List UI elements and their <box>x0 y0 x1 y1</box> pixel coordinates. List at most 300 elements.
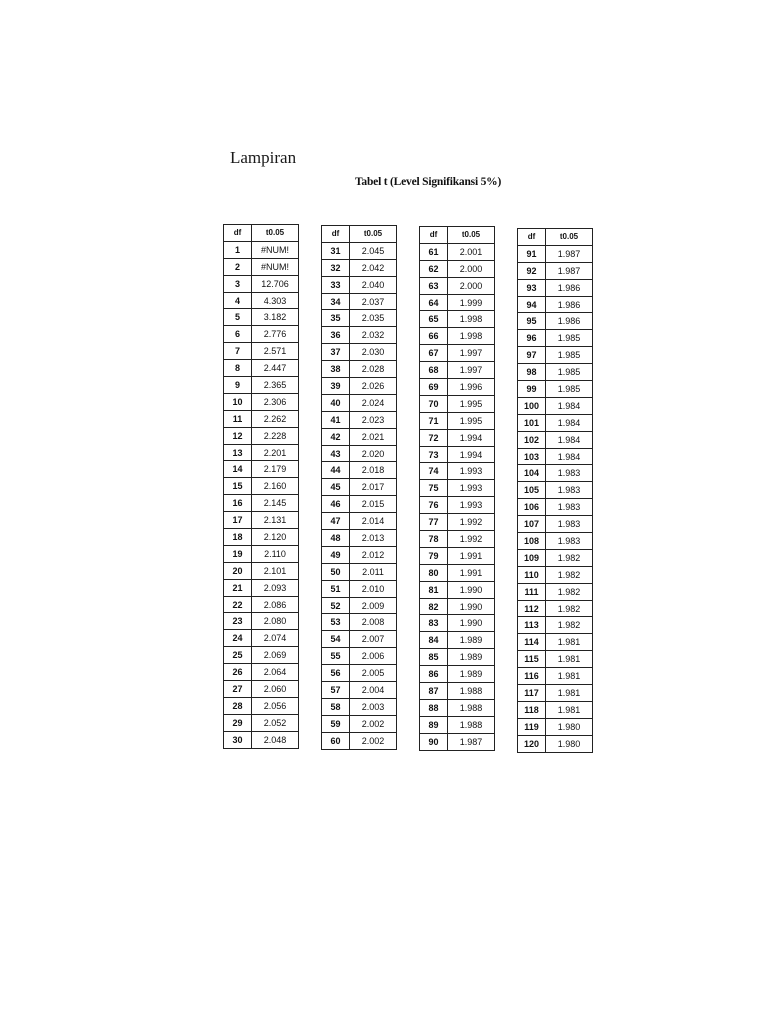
table-row <box>322 462 397 479</box>
t-value-cell: 2.262 <box>252 410 299 427</box>
df-cell: 100 <box>518 397 546 414</box>
t-value-cell: 2.032 <box>350 327 397 344</box>
t-value-cell: 1.981 <box>546 651 593 668</box>
table-row <box>224 309 299 326</box>
page-heading: Lampiran <box>230 148 297 167</box>
t-value-cell: 2.026 <box>350 378 397 395</box>
t-value-cell: 1.982 <box>546 600 593 617</box>
table-row <box>322 242 397 259</box>
df-cell: 46 <box>322 496 350 513</box>
t-value-cell: 1.983 <box>546 516 593 533</box>
df-cell: 73 <box>420 446 448 463</box>
table-row <box>224 326 299 343</box>
table-row <box>224 647 299 664</box>
df-cell: 39 <box>322 378 350 395</box>
table-row <box>420 497 495 514</box>
t-value-cell: 2.000 <box>448 277 495 294</box>
df-cell: 88 <box>420 699 448 716</box>
header-df: df <box>322 226 350 243</box>
t-value-cell: 2.009 <box>350 597 397 614</box>
t-value-cell: 2.018 <box>350 462 397 479</box>
table-row <box>518 735 593 752</box>
t-value-cell: 2.060 <box>252 681 299 698</box>
t-value-cell: 1.984 <box>546 397 593 414</box>
table-row <box>322 563 397 580</box>
table-row <box>322 631 397 648</box>
table-row <box>518 448 593 465</box>
table-row <box>518 685 593 702</box>
table-row <box>224 562 299 579</box>
df-cell: 56 <box>322 665 350 682</box>
table-row <box>224 512 299 529</box>
t-value-cell: #NUM! <box>252 258 299 275</box>
df-cell: 76 <box>420 497 448 514</box>
df-cell: 16 <box>224 495 252 512</box>
df-cell: 14 <box>224 461 252 478</box>
table-row <box>420 446 495 463</box>
df-cell: 53 <box>322 614 350 631</box>
table-row <box>420 514 495 531</box>
df-cell: 63 <box>420 277 448 294</box>
table-row <box>322 378 397 395</box>
t-value-cell: 2.040 <box>350 276 397 293</box>
t-value-cell: 1.985 <box>546 347 593 364</box>
df-cell: 115 <box>518 651 546 668</box>
header-df: df <box>224 225 252 242</box>
t-value-cell: 2.160 <box>252 478 299 495</box>
t-value-cell: 1.995 <box>448 395 495 412</box>
t-value-cell: 2.005 <box>350 665 397 682</box>
df-cell: 96 <box>518 330 546 347</box>
df-cell: 114 <box>518 634 546 651</box>
t-value-cell: 1.980 <box>546 735 593 752</box>
table-row <box>224 545 299 562</box>
t-value-cell: 2.052 <box>252 714 299 731</box>
t-value-cell: 1.986 <box>546 279 593 296</box>
table-row <box>518 668 593 685</box>
table-row <box>224 427 299 444</box>
t-value-cell: 1.980 <box>546 718 593 735</box>
t-value-cell: 1.989 <box>448 666 495 683</box>
table-row <box>518 617 593 634</box>
table-row <box>518 516 593 533</box>
df-cell: 50 <box>322 563 350 580</box>
t-value-cell: #NUM! <box>252 241 299 258</box>
table-row <box>518 718 593 735</box>
df-cell: 95 <box>518 313 546 330</box>
table-row <box>518 431 593 448</box>
t-value-cell: 1.981 <box>546 668 593 685</box>
table-header-row <box>224 225 299 242</box>
t-value-cell: 1.984 <box>546 414 593 431</box>
table-row <box>420 598 495 615</box>
df-cell: 42 <box>322 428 350 445</box>
t-value-cell: 12.706 <box>252 275 299 292</box>
table-row <box>224 731 299 748</box>
df-cell: 110 <box>518 566 546 583</box>
t-value-cell: 2.013 <box>350 530 397 547</box>
df-cell: 51 <box>322 580 350 597</box>
table-row <box>322 394 397 411</box>
df-cell: 119 <box>518 718 546 735</box>
t-value-cell: 1.988 <box>448 683 495 700</box>
df-cell: 34 <box>322 293 350 310</box>
df-cell: 9 <box>224 377 252 394</box>
t-table-column-1 <box>223 224 299 749</box>
table-row <box>322 293 397 310</box>
df-cell: 108 <box>518 533 546 550</box>
t-value-cell: 2.002 <box>350 732 397 749</box>
t-value-cell: 1.983 <box>546 499 593 516</box>
table-row <box>322 327 397 344</box>
t-value-cell: 1.992 <box>448 514 495 531</box>
table-row <box>518 465 593 482</box>
df-cell: 27 <box>224 681 252 698</box>
table-row <box>322 259 397 276</box>
df-cell: 25 <box>224 647 252 664</box>
df-cell: 70 <box>420 395 448 412</box>
table-row <box>518 533 593 550</box>
t-value-cell: 2.069 <box>252 647 299 664</box>
table-row <box>322 648 397 665</box>
table-row <box>518 262 593 279</box>
df-cell: 86 <box>420 666 448 683</box>
table-row <box>224 681 299 698</box>
df-cell: 89 <box>420 716 448 733</box>
df-cell: 109 <box>518 549 546 566</box>
table-row <box>224 360 299 377</box>
t-value-cell: 1.985 <box>546 381 593 398</box>
df-cell: 48 <box>322 530 350 547</box>
t-value-cell: 1.998 <box>448 328 495 345</box>
table-row <box>322 310 397 327</box>
df-cell: 117 <box>518 685 546 702</box>
table-row <box>322 276 397 293</box>
t-value-cell: 1.995 <box>448 412 495 429</box>
table-row <box>420 649 495 666</box>
t-table-column-3 <box>419 226 495 751</box>
table-row <box>420 547 495 564</box>
table-row <box>224 275 299 292</box>
table-row <box>322 428 397 445</box>
t-value-cell: 1.983 <box>546 533 593 550</box>
t-value-cell: 2.571 <box>252 343 299 360</box>
t-value-cell: 1.994 <box>448 446 495 463</box>
df-cell: 3 <box>224 275 252 292</box>
df-cell: 120 <box>518 735 546 752</box>
df-cell: 101 <box>518 414 546 431</box>
table-row <box>322 715 397 732</box>
t-value-cell: 4.303 <box>252 292 299 309</box>
table-row <box>322 445 397 462</box>
df-cell: 32 <box>322 259 350 276</box>
t-value-cell: 2.776 <box>252 326 299 343</box>
t-value-cell: 2.010 <box>350 580 397 597</box>
df-cell: 118 <box>518 701 546 718</box>
df-cell: 69 <box>420 379 448 396</box>
t-value-cell: 1.987 <box>546 245 593 262</box>
df-cell: 22 <box>224 596 252 613</box>
df-cell: 57 <box>322 682 350 699</box>
table-row <box>420 277 495 294</box>
t-value-cell: 1.989 <box>448 649 495 666</box>
t-value-cell: 1.986 <box>546 313 593 330</box>
df-cell: 5 <box>224 309 252 326</box>
table-row <box>224 478 299 495</box>
t-value-cell: 1.999 <box>448 294 495 311</box>
table-row <box>322 580 397 597</box>
table-row <box>518 330 593 347</box>
table-row <box>224 529 299 546</box>
t-value-cell: 1.991 <box>448 547 495 564</box>
table-row <box>322 614 397 631</box>
df-cell: 83 <box>420 615 448 632</box>
table-row <box>518 566 593 583</box>
t-value-cell: 2.080 <box>252 613 299 630</box>
table-row <box>420 328 495 345</box>
table-row <box>420 311 495 328</box>
table-row <box>224 664 299 681</box>
df-cell: 20 <box>224 562 252 579</box>
df-cell: 72 <box>420 429 448 446</box>
df-cell: 26 <box>224 664 252 681</box>
t-value-cell: 1.990 <box>448 581 495 598</box>
t-value-cell: 1.981 <box>546 701 593 718</box>
t-value-cell: 2.110 <box>252 545 299 562</box>
t-value-cell: 2.048 <box>252 731 299 748</box>
df-cell: 24 <box>224 630 252 647</box>
t-value-cell: 1.987 <box>546 262 593 279</box>
t-value-cell: 1.983 <box>546 465 593 482</box>
table-row <box>224 393 299 410</box>
t-table-column-4 <box>517 228 593 753</box>
df-cell: 23 <box>224 613 252 630</box>
table-row <box>224 714 299 731</box>
table-row <box>224 410 299 427</box>
t-value-cell: 2.006 <box>350 648 397 665</box>
df-cell: 87 <box>420 683 448 700</box>
df-cell: 13 <box>224 444 252 461</box>
df-cell: 1 <box>224 241 252 258</box>
df-cell: 52 <box>322 597 350 614</box>
table-row <box>420 294 495 311</box>
t-value-cell: 2.014 <box>350 513 397 530</box>
df-cell: 61 <box>420 243 448 260</box>
t-value-cell: 1.984 <box>546 431 593 448</box>
table-row <box>322 530 397 547</box>
table-row <box>224 343 299 360</box>
df-cell: 47 <box>322 513 350 530</box>
table-row <box>420 260 495 277</box>
df-cell: 43 <box>322 445 350 462</box>
table-row <box>224 461 299 478</box>
t-value-cell: 2.002 <box>350 715 397 732</box>
df-cell: 98 <box>518 364 546 381</box>
t-value-cell: 1.987 <box>448 733 495 750</box>
t-value-cell: 2.042 <box>350 259 397 276</box>
t-value-cell: 2.201 <box>252 444 299 461</box>
df-cell: 4 <box>224 292 252 309</box>
df-cell: 12 <box>224 427 252 444</box>
df-cell: 112 <box>518 600 546 617</box>
t-value-cell: 2.017 <box>350 479 397 496</box>
table-row <box>420 243 495 260</box>
df-cell: 78 <box>420 531 448 548</box>
header-df: df <box>518 229 546 246</box>
table-row <box>420 379 495 396</box>
df-cell: 65 <box>420 311 448 328</box>
df-cell: 85 <box>420 649 448 666</box>
table-header-row <box>322 226 397 243</box>
t-value-cell: 2.037 <box>350 293 397 310</box>
table-row <box>224 292 299 309</box>
t-value-cell: 2.024 <box>350 394 397 411</box>
df-cell: 97 <box>518 347 546 364</box>
table-row <box>224 241 299 258</box>
table-row <box>224 258 299 275</box>
table-row <box>224 613 299 630</box>
table-row <box>322 732 397 749</box>
df-cell: 21 <box>224 579 252 596</box>
table-title: Tabel t (Level Signifikansi 5%) <box>355 176 502 188</box>
t-value-cell: 1.996 <box>448 379 495 396</box>
table-row <box>420 615 495 632</box>
t-value-cell: 2.004 <box>350 682 397 699</box>
t-value-cell: 1.990 <box>448 615 495 632</box>
table-row <box>322 479 397 496</box>
df-cell: 92 <box>518 262 546 279</box>
table-row <box>420 480 495 497</box>
t-value-cell: 1.982 <box>546 617 593 634</box>
t-value-cell: 2.131 <box>252 512 299 529</box>
df-cell: 84 <box>420 632 448 649</box>
table-row <box>420 531 495 548</box>
t-value-cell: 1.992 <box>448 531 495 548</box>
df-cell: 75 <box>420 480 448 497</box>
df-cell: 102 <box>518 431 546 448</box>
t-value-cell: 1.981 <box>546 685 593 702</box>
df-cell: 17 <box>224 512 252 529</box>
df-cell: 28 <box>224 697 252 714</box>
t-value-cell: 2.011 <box>350 563 397 580</box>
t-value-cell: 2.000 <box>448 260 495 277</box>
t-value-cell: 1.998 <box>448 311 495 328</box>
t-value-cell: 3.182 <box>252 309 299 326</box>
table-header-row <box>518 229 593 246</box>
df-cell: 68 <box>420 362 448 379</box>
t-value-cell: 2.045 <box>350 242 397 259</box>
df-cell: 107 <box>518 516 546 533</box>
table-row <box>420 666 495 683</box>
df-cell: 38 <box>322 361 350 378</box>
table-row <box>420 395 495 412</box>
df-cell: 54 <box>322 631 350 648</box>
header-t: t0.05 <box>350 226 397 243</box>
df-cell: 49 <box>322 546 350 563</box>
df-cell: 41 <box>322 411 350 428</box>
df-cell: 113 <box>518 617 546 634</box>
df-cell: 82 <box>420 598 448 615</box>
table-row <box>224 579 299 596</box>
df-cell: 105 <box>518 482 546 499</box>
df-cell: 91 <box>518 245 546 262</box>
t-value-cell: 2.012 <box>350 546 397 563</box>
df-cell: 40 <box>322 394 350 411</box>
df-cell: 77 <box>420 514 448 531</box>
df-cell: 80 <box>420 564 448 581</box>
table-row <box>224 697 299 714</box>
t-value-cell: 2.008 <box>350 614 397 631</box>
table-row <box>224 596 299 613</box>
table-row <box>322 665 397 682</box>
table-row <box>322 361 397 378</box>
t-value-cell: 2.003 <box>350 698 397 715</box>
df-cell: 94 <box>518 296 546 313</box>
t-value-cell: 2.023 <box>350 411 397 428</box>
t-value-cell: 1.982 <box>546 566 593 583</box>
t-value-cell: 1.994 <box>448 429 495 446</box>
t-value-cell: 1.997 <box>448 345 495 362</box>
table-row <box>420 716 495 733</box>
df-cell: 60 <box>322 732 350 749</box>
df-cell: 6 <box>224 326 252 343</box>
t-table-column-2 <box>321 225 397 750</box>
t-value-cell: 2.035 <box>350 310 397 327</box>
df-cell: 58 <box>322 698 350 715</box>
t-value-cell: 1.983 <box>546 482 593 499</box>
table-row <box>420 733 495 750</box>
df-cell: 116 <box>518 668 546 685</box>
table-row <box>322 597 397 614</box>
df-cell: 2 <box>224 258 252 275</box>
table-row <box>420 581 495 598</box>
df-cell: 55 <box>322 648 350 665</box>
df-cell: 45 <box>322 479 350 496</box>
header-t: t0.05 <box>448 227 495 244</box>
df-cell: 66 <box>420 328 448 345</box>
t-value-cell: 2.228 <box>252 427 299 444</box>
table-row <box>518 701 593 718</box>
t-value-cell: 1.993 <box>448 480 495 497</box>
t-value-cell: 2.064 <box>252 664 299 681</box>
t-value-cell: 1.986 <box>546 296 593 313</box>
t-value-cell: 1.981 <box>546 634 593 651</box>
df-cell: 99 <box>518 381 546 398</box>
table-row <box>518 245 593 262</box>
t-value-cell: 2.020 <box>350 445 397 462</box>
t-value-cell: 2.120 <box>252 529 299 546</box>
df-cell: 35 <box>322 310 350 327</box>
df-cell: 62 <box>420 260 448 277</box>
df-cell: 11 <box>224 410 252 427</box>
table-row <box>518 634 593 651</box>
df-cell: 36 <box>322 327 350 344</box>
t-value-cell: 1.988 <box>448 716 495 733</box>
t-value-cell: 1.985 <box>546 330 593 347</box>
t-value-cell: 2.179 <box>252 461 299 478</box>
df-cell: 71 <box>420 412 448 429</box>
table-row <box>420 463 495 480</box>
df-cell: 79 <box>420 547 448 564</box>
table-row <box>322 513 397 530</box>
table-row <box>420 429 495 446</box>
t-value-cell: 1.993 <box>448 497 495 514</box>
df-cell: 33 <box>322 276 350 293</box>
df-cell: 59 <box>322 715 350 732</box>
df-cell: 31 <box>322 242 350 259</box>
t-value-cell: 1.985 <box>546 364 593 381</box>
table-row <box>518 364 593 381</box>
